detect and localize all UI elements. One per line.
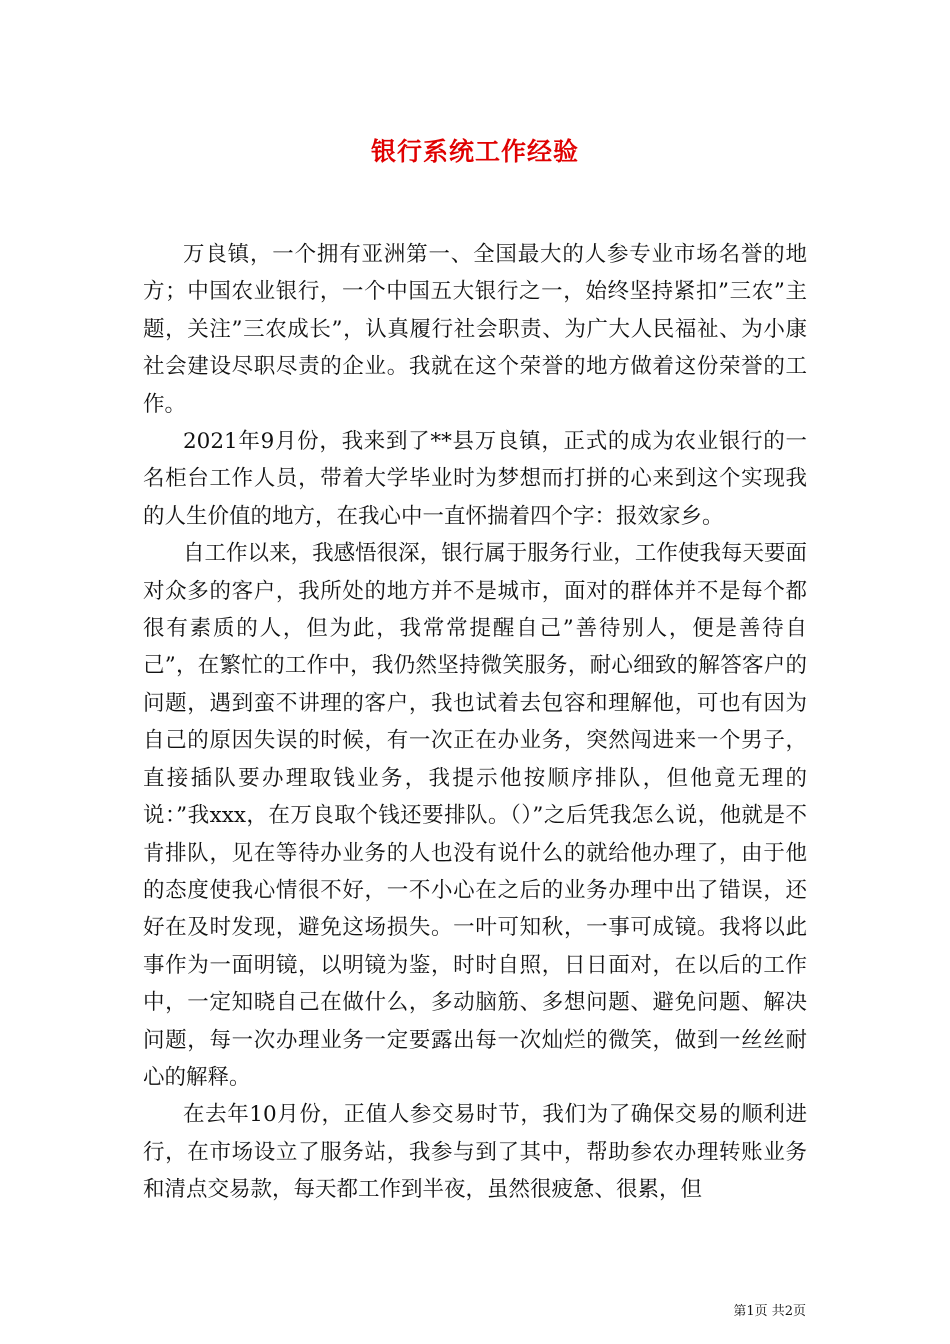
paragraph-2: 2021年9月份，我来到了**县万良镇，正式的成为农业银行的一名柜台工作人员，带着大学毕业时为梦想而打拼的心来到这个实现我的人生价值的地方，在我心中一直怀揣着四个字：报效家乡。 — [143, 429, 807, 529]
page-number-footer: 第1页 共2页 — [733, 1304, 806, 1319]
paragraph-4: 在去年10月份，正值人参交易时节，我们为了确保交易的顺利进行，在市场设立了服务站，我参与到了其中，帮助参农办理转账业务和清点交易款，每天都工作到半夜，虽然很疲惫、很累，但 — [143, 1102, 807, 1203]
document-title: 银行系统工作经验 — [370, 137, 579, 166]
document-body — [143, 236, 807, 1209]
paragraph-1: 万良镇，一个拥有亚洲第一、全国最大的人参专业市场名誉的地方；中国农业银行，一个中国五大银行之一，始终坚持紧扣”三农”主题，关注”三农成长”，认真履行社会职责、为广大人民福祉、为小康社会建设尽职尽责的企业。我就在这个荣誉的地方做着这份荣誉的工作。 — [143, 242, 807, 417]
paragraph-3: 自工作以来，我感悟很深，银行属于服务行业，工作使我每天要面对众多的客户，我所处的地方并不是城市，面对的群体并不是每个都很有素质的人，但为此，我常常提醒自己”善待别人，便是善待自己”，在繁忙的工作中，我仍然坚持微笑服务，耐心细致的解答客户的问题，遇到蛮不讲理的客户，我也试着去包容和理解他，可也有因为自己的原因失误的时候，有一次正在办业务，突然闯进来一个男子，直接插队要办理取钱业务，我提示他按顺序排队，但他竟无理的说：”我xxx，在万良取个钱还要排队。（）”之后凭我怎么说，他就是不肯排队，见在等待办业务的人也没有说什么的就给他办理了，由于他的态度使我心情很不好，一不小心在之后的业务办理中出了错误，还好在及时发现，避免这场损失。一叶可知秋，一事可成镜。我将以此事作为一面明镜，以明镜为鉴，时时自照，日日面对，在以后的工作中，一定知晓自己在做什么，多动脑筋、多想问题、避免问题、解决问题，每一次办理业务一定要露出每一次灿烂的微笑，做到一丝丝耐心的解释。 — [143, 541, 807, 1090]
